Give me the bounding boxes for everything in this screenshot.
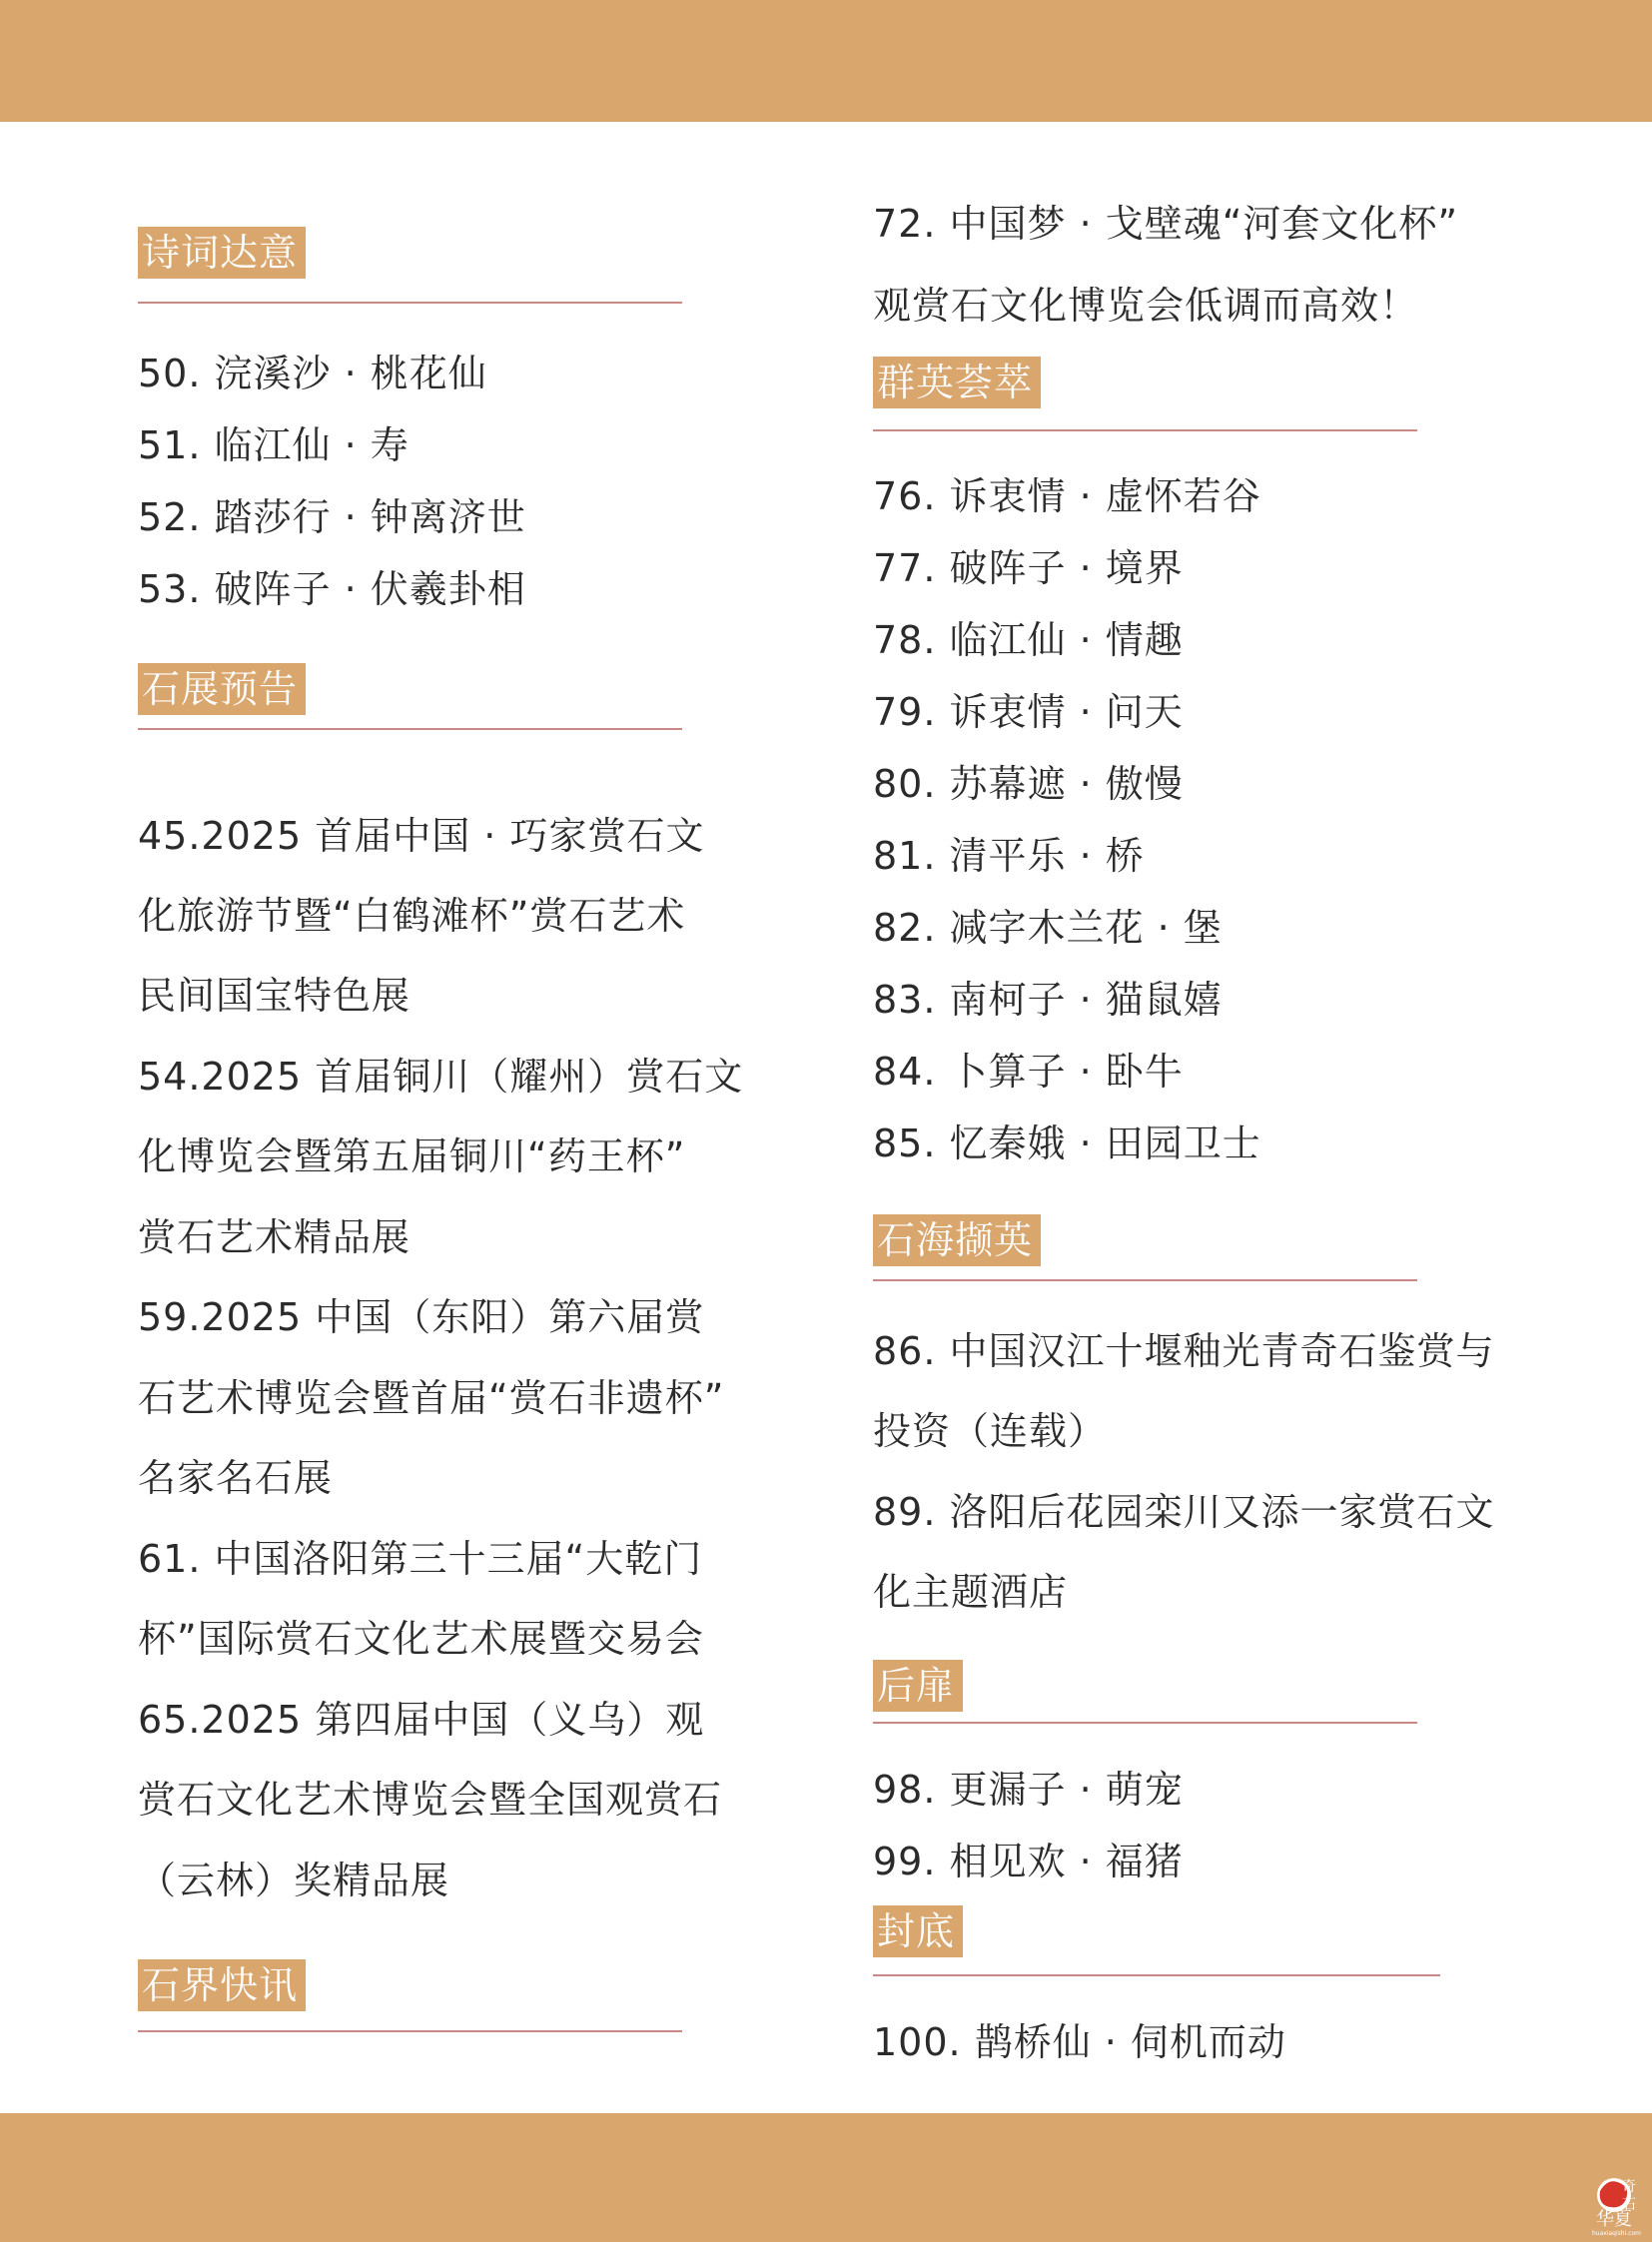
section-rule (138, 728, 682, 730)
svg-text:石: 石 (1622, 2197, 1636, 2213)
toc-entry[interactable]: 52. 踏莎行 · 钟离济世 (138, 495, 526, 539)
section-rule (138, 2030, 682, 2032)
toc-entry[interactable]: 45.2025 首届中国 · 巧家赏石文 (138, 814, 705, 858)
section-heading-fengdi: 封底 (873, 1905, 963, 1957)
section-rule (873, 429, 1417, 431)
toc-entry[interactable]: 98. 更漏子 · 萌宠 (873, 1768, 1184, 1812)
toc-entry[interactable]: 86. 中国汉江十堰釉光青奇石鉴赏与 (873, 1329, 1495, 1373)
toc-entry[interactable]: 83. 南柯子 · 猫鼠嬉 (873, 978, 1223, 1022)
toc-entry[interactable]: 石艺术博览会暨首届“赏石非遗杯” (138, 1376, 725, 1420)
toc-entry[interactable]: 76. 诉衷情 · 虚怀若谷 (873, 474, 1261, 518)
toc-entry[interactable]: 赏石文化艺术博览会暨全国观赏石 (138, 1778, 723, 1822)
toc-entry[interactable]: 杯”国际赏石文化艺术展暨交易会 (138, 1617, 704, 1661)
section-rule (138, 302, 682, 304)
toc-entry[interactable]: 81. 清平乐 · 桥 (873, 834, 1145, 878)
toc-entry[interactable]: 民间国宝特色展 (138, 974, 412, 1018)
section-heading-shihai: 石海撷英 (873, 1214, 1041, 1266)
svg-text:huaxiaqishi.com: huaxiaqishi.com (1592, 2230, 1641, 2237)
section-heading-shijie: 石界快讯 (138, 1959, 306, 2011)
toc-entry[interactable]: 72. 中国梦 · 戈壁魂“河套文化杯” (873, 202, 1459, 246)
toc-entry[interactable]: 投资（连载） (873, 1409, 1108, 1453)
toc-entry[interactable]: （云林）奖精品展 (138, 1859, 450, 1902)
bottom-band (0, 2113, 1652, 2242)
svg-text:奇: 奇 (1622, 2179, 1636, 2195)
huaxia-qishi-logo (1588, 2169, 1648, 2237)
toc-entry[interactable]: 82. 减字木兰花 · 堡 (873, 906, 1223, 950)
toc-entry[interactable]: 53. 破阵子 · 伏羲卦相 (138, 567, 526, 611)
toc-entry[interactable]: 65.2025 第四届中国（义乌）观 (138, 1698, 705, 1742)
toc-entry[interactable]: 99. 相见欢 · 福猪 (873, 1840, 1184, 1883)
toc-entry[interactable]: 化博览会暨第五届铜川“药王杯” (138, 1134, 686, 1178)
section-heading-shici: 诗词达意 (138, 227, 306, 279)
toc-entry[interactable]: 78. 临江仙 · 情趣 (873, 618, 1184, 662)
section-heading-shizhan: 石展预告 (138, 663, 306, 715)
toc-entry[interactable]: 54.2025 首届铜川（耀州）赏石文 (138, 1055, 744, 1099)
toc-entry[interactable]: 80. 苏幕遮 · 傲慢 (873, 762, 1184, 806)
toc-entry[interactable]: 100. 鹊桥仙 · 伺机而动 (873, 2020, 1286, 2064)
section-heading-houfei: 后扉 (873, 1660, 963, 1712)
toc-entry[interactable]: 化旅游节暨“白鹤滩杯”赏石艺术 (138, 894, 686, 938)
toc-entry[interactable]: 61. 中国洛阳第三十三届“大乾门 (138, 1537, 703, 1581)
toc-entry[interactable]: 59.2025 中国（东阳）第六届赏 (138, 1295, 705, 1339)
toc-entry[interactable]: 51. 临江仙 · 寿 (138, 423, 410, 467)
toc-entry[interactable]: 84. 卜算子 · 卧牛 (873, 1050, 1184, 1094)
section-heading-qunying: 群英荟萃 (873, 357, 1041, 408)
toc-entry[interactable]: 赏石艺术精品展 (138, 1215, 412, 1259)
toc-entry[interactable]: 50. 浣溪沙 · 桃花仙 (138, 352, 487, 395)
toc-entry[interactable]: 观赏石文化博览会低调而高效！ (873, 284, 1419, 328)
svg-text:华夏: 华夏 (1596, 2209, 1632, 2230)
toc-entry[interactable]: 化主题酒店 (873, 1570, 1069, 1614)
toc-entry[interactable]: 名家名石展 (138, 1456, 334, 1500)
toc-entry[interactable]: 79. 诉衷情 · 问天 (873, 690, 1184, 734)
top-band (0, 0, 1652, 122)
toc-entry[interactable]: 89. 洛阳后花园栾川又添一家赏石文 (873, 1490, 1495, 1534)
toc-entry[interactable]: 77. 破阵子 · 境界 (873, 546, 1184, 590)
section-rule (873, 1974, 1440, 1976)
toc-entry[interactable]: 85. 忆秦娥 · 田园卫士 (873, 1121, 1261, 1165)
section-rule (873, 1722, 1417, 1724)
section-rule (873, 1279, 1417, 1281)
